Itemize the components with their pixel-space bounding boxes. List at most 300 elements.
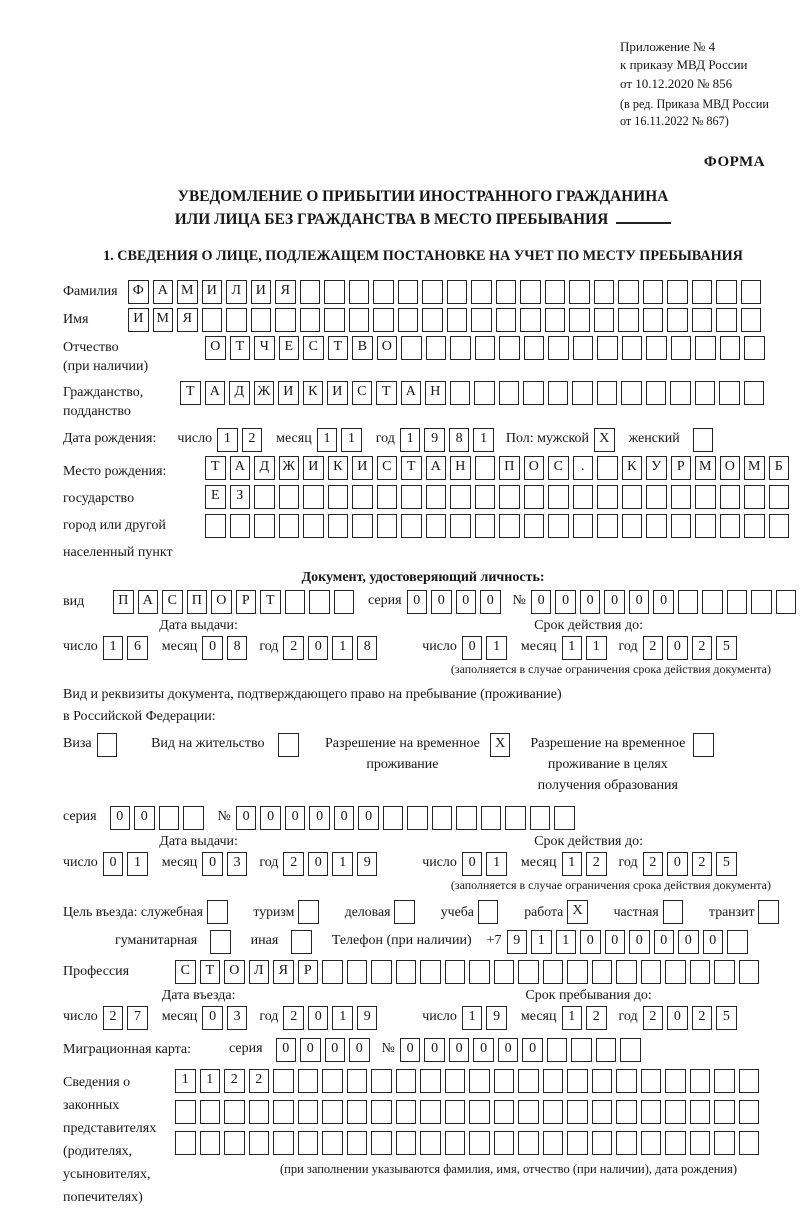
sex-female-checkbox xyxy=(693,428,718,452)
char-cell: Т xyxy=(376,381,397,405)
birth-date-label: Дата рождения: xyxy=(63,430,157,446)
char-cell xyxy=(398,280,419,304)
char-cell: Я xyxy=(275,280,296,304)
char-cell: А xyxy=(153,280,174,304)
char-cell xyxy=(744,485,765,509)
char-cell xyxy=(205,514,226,538)
char-cell xyxy=(594,308,615,332)
char-cell xyxy=(398,308,419,332)
char-cell: 1 xyxy=(562,852,583,876)
temp-residence-item xyxy=(325,733,514,775)
char-cell: 0 xyxy=(358,806,379,830)
char-cell: Л xyxy=(249,960,270,984)
visa-label: Виза xyxy=(63,735,92,751)
residence-doc-line2: в Российской Федерации: xyxy=(63,709,216,725)
char-cell: 0 xyxy=(667,1006,688,1030)
char-cell: П xyxy=(187,590,208,614)
char-cell xyxy=(496,308,517,332)
char-cell xyxy=(230,514,251,538)
permit-series-row xyxy=(63,806,783,830)
representatives-labels xyxy=(63,1069,175,1209)
char-cell: И xyxy=(303,456,324,480)
purpose-business xyxy=(345,900,419,924)
temp-residence-edu-line1: Разрешение на временное xyxy=(530,735,686,751)
birth-place-rows xyxy=(205,456,793,538)
representatives-label-line5: усыновителях, xyxy=(63,1166,151,1182)
char-cell: 1 xyxy=(175,1069,196,1093)
char-cell xyxy=(520,280,541,304)
char-cell xyxy=(396,1131,417,1155)
char-cell xyxy=(643,308,664,332)
char-cell xyxy=(554,806,575,830)
char-cell xyxy=(447,280,468,304)
char-cell: 1 xyxy=(332,852,353,876)
char-cell xyxy=(373,308,394,332)
char-cell: 0 xyxy=(522,1038,543,1062)
char-cell xyxy=(594,280,615,304)
char-cell: 1 xyxy=(317,428,338,452)
char-cell: 1 xyxy=(473,428,494,452)
char-cell xyxy=(394,900,415,924)
surname-row xyxy=(63,280,783,304)
char-cell: 0 xyxy=(473,1038,494,1062)
stay-month-cells xyxy=(562,1006,611,1030)
char-cell xyxy=(401,336,422,360)
char-cell: 2 xyxy=(692,852,713,876)
profession-cells xyxy=(175,960,763,984)
char-cell xyxy=(543,1069,564,1093)
char-cell: 2 xyxy=(643,852,664,876)
char-cell: Я xyxy=(177,308,198,332)
char-cell xyxy=(646,336,667,360)
char-cell xyxy=(741,308,762,332)
char-cell xyxy=(175,1100,196,1124)
char-cell xyxy=(450,381,471,405)
char-cell: Т xyxy=(180,381,201,405)
char-cell xyxy=(646,514,667,538)
char-cell xyxy=(499,336,520,360)
temp-residence-edu-checkbox xyxy=(693,733,718,757)
birth-month-cells xyxy=(317,428,366,452)
purpose-private-label: частная xyxy=(613,903,659,919)
char-cell xyxy=(249,1131,270,1155)
char-cell xyxy=(714,1069,735,1093)
stay-until-head: Срок пребывания до: xyxy=(525,987,652,1003)
char-cell xyxy=(620,1038,641,1062)
doc-kind-row xyxy=(63,590,783,614)
char-cell xyxy=(200,1100,221,1124)
char-cell xyxy=(758,900,779,924)
char-cell xyxy=(692,308,713,332)
char-cell xyxy=(616,960,637,984)
permit-issue-day-cells xyxy=(103,852,152,876)
char-cell: 8 xyxy=(227,636,248,660)
char-cell: 1 xyxy=(562,1006,583,1030)
char-cell: 0 xyxy=(431,590,452,614)
char-cell: 0 xyxy=(202,852,223,876)
month-label: месяц xyxy=(276,430,312,446)
char-cell xyxy=(622,336,643,360)
purpose-humanitarian-label: гуманитарная xyxy=(115,932,198,948)
doc-valid-col xyxy=(394,618,783,660)
char-cell xyxy=(520,308,541,332)
char-cell: П xyxy=(113,590,134,614)
stay-until-line xyxy=(394,1006,783,1030)
char-cell: 0 xyxy=(605,930,626,954)
char-cell xyxy=(505,806,526,830)
day-label: число xyxy=(63,1008,98,1024)
char-cell xyxy=(273,1131,294,1155)
permit-issue-col xyxy=(63,834,394,876)
year-label: год xyxy=(259,1008,279,1024)
char-cell: 5 xyxy=(716,636,737,660)
phone-label: Телефон (при наличии) xyxy=(331,932,472,948)
char-cell: А xyxy=(205,381,226,405)
char-cell xyxy=(769,485,790,509)
char-cell: X xyxy=(567,900,588,924)
char-cell xyxy=(377,514,398,538)
char-cell xyxy=(279,485,300,509)
char-cell xyxy=(571,1038,592,1062)
purpose-transit xyxy=(709,900,783,924)
char-cell: А xyxy=(401,381,422,405)
char-cell xyxy=(273,1069,294,1093)
char-cell: М xyxy=(177,280,198,304)
char-cell: Ж xyxy=(279,456,300,480)
purpose-tourism-checkbox xyxy=(298,900,323,924)
form-title-line2-text: ИЛИ ЛИЦА БЕЗ ГРАЖДАНСТВА В МЕСТО ПРЕБЫВАНИЯ xyxy=(174,211,609,229)
migration-card-label: Миграционная карта: xyxy=(63,1041,192,1057)
representatives-cells-row1 xyxy=(175,1069,763,1093)
char-cell: 2 xyxy=(692,1006,713,1030)
day-label: число xyxy=(177,430,213,446)
char-cell xyxy=(175,1131,196,1155)
char-cell xyxy=(716,308,737,332)
birth-place-label-line3: город или другой xyxy=(63,517,166,533)
char-cell: 0 xyxy=(400,1038,421,1062)
char-cell xyxy=(371,1069,392,1093)
char-cell xyxy=(641,1069,662,1093)
char-cell: Ч xyxy=(254,336,275,360)
char-cell xyxy=(727,590,748,614)
char-cell xyxy=(524,336,545,360)
char-cell xyxy=(278,733,299,757)
char-cell: Р xyxy=(671,456,692,480)
doc-kind-cells xyxy=(113,590,358,614)
char-cell xyxy=(518,1069,539,1093)
char-cell xyxy=(159,806,180,830)
char-cell: 0 xyxy=(703,930,724,954)
char-cell xyxy=(751,590,772,614)
char-cell: Т xyxy=(230,336,251,360)
char-cell xyxy=(445,960,466,984)
char-cell: 8 xyxy=(449,428,470,452)
char-cell: Я xyxy=(273,960,294,984)
char-cell xyxy=(690,1100,711,1124)
doc-valid-line xyxy=(394,636,783,660)
year-label: год xyxy=(259,854,279,870)
char-cell: 8 xyxy=(357,636,378,660)
char-cell: 0 xyxy=(285,806,306,830)
visit-purpose-row xyxy=(63,900,783,924)
char-cell xyxy=(474,381,495,405)
temp-residence-edu-item xyxy=(530,733,717,796)
patronymic-label xyxy=(63,336,205,377)
purpose-official xyxy=(63,900,232,924)
temp-residence-label-line2: проживание xyxy=(366,756,439,772)
day-label: число xyxy=(422,1008,457,1024)
doc-valid-day-cells xyxy=(462,636,511,660)
doc-series-cells xyxy=(407,590,505,614)
char-cell xyxy=(420,960,441,984)
char-cell xyxy=(618,308,639,332)
purpose-official-label: Цель въезда: служебная xyxy=(63,903,204,919)
char-cell: 1 xyxy=(486,852,507,876)
char-cell xyxy=(450,336,471,360)
char-cell: 1 xyxy=(531,930,552,954)
char-cell: X xyxy=(490,733,511,757)
char-cell xyxy=(714,1100,735,1124)
birth-place-group xyxy=(63,456,783,566)
entry-month-cells xyxy=(202,1006,251,1030)
char-cell xyxy=(671,514,692,538)
annex-line: от 10.12.2020 № 856 xyxy=(620,75,733,91)
doc-valid-month-cells xyxy=(562,636,611,660)
char-cell: 0 xyxy=(654,930,675,954)
char-cell: О xyxy=(211,590,232,614)
purpose-private-checkbox xyxy=(663,900,688,924)
sex-male-checkbox xyxy=(594,428,619,452)
char-cell xyxy=(420,1131,441,1155)
char-cell xyxy=(383,806,404,830)
birth-place-labels xyxy=(63,456,205,566)
char-cell xyxy=(665,1069,686,1093)
doc-number-sign: № xyxy=(512,592,526,608)
char-cell xyxy=(496,280,517,304)
char-cell: 0 xyxy=(498,1038,519,1062)
form-title xyxy=(63,185,783,231)
representatives-cells-row2 xyxy=(175,1100,763,1124)
char-cell xyxy=(226,308,247,332)
char-cell xyxy=(494,1131,515,1155)
citizenship-label-line2: подданство xyxy=(63,403,131,419)
char-cell: 2 xyxy=(643,636,664,660)
annex-note-line: (в ред. Приказа МВД России xyxy=(620,97,769,112)
char-cell: 0 xyxy=(308,636,329,660)
char-cell xyxy=(597,514,618,538)
purpose-business-checkbox xyxy=(394,900,419,924)
char-cell xyxy=(273,1100,294,1124)
char-cell: Т xyxy=(200,960,221,984)
char-cell: К xyxy=(328,456,349,480)
char-cell xyxy=(543,1100,564,1124)
char-cell: 3 xyxy=(227,852,248,876)
char-cell xyxy=(719,381,740,405)
given-name-cells xyxy=(128,308,765,332)
doc-dates xyxy=(63,618,783,660)
temp-residence-edu-line2: проживание в целях xyxy=(547,756,668,772)
char-cell xyxy=(224,1131,245,1155)
char-cell xyxy=(744,336,765,360)
char-cell: М xyxy=(153,308,174,332)
doc-valid-year-cells xyxy=(643,636,741,660)
char-cell xyxy=(695,336,716,360)
char-cell xyxy=(97,733,118,757)
char-cell: 0 xyxy=(480,590,501,614)
char-cell: 9 xyxy=(357,1006,378,1030)
char-cell xyxy=(450,514,471,538)
char-cell: 0 xyxy=(334,806,355,830)
day-label: число xyxy=(63,854,98,870)
identity-doc-heading: Документ, удостоверяющий личность: xyxy=(301,569,545,585)
birth-place-cells-row1 xyxy=(205,456,793,480)
char-cell xyxy=(426,485,447,509)
char-cell: 0 xyxy=(236,806,257,830)
char-cell: А xyxy=(138,590,159,614)
char-cell: 2 xyxy=(224,1069,245,1093)
permit-valid-head: Срок действия до: xyxy=(534,833,644,849)
citizenship-label xyxy=(63,381,180,422)
representatives-note: (при заполнении указываются фамилия, имя, отчество (при наличии), дата рождения) xyxy=(280,1161,738,1176)
char-cell xyxy=(622,514,643,538)
visa-item xyxy=(63,733,121,757)
representatives-label-line6: попечителях) xyxy=(63,1189,143,1205)
char-cell: 1 xyxy=(127,852,148,876)
char-cell: 0 xyxy=(629,930,650,954)
char-cell xyxy=(279,514,300,538)
char-cell xyxy=(678,590,699,614)
char-cell xyxy=(592,960,613,984)
annex-amendment-note xyxy=(620,96,783,130)
annex-note-line: от 16.11.2022 № 867) xyxy=(620,114,729,129)
char-cell xyxy=(741,280,762,304)
stay-year-cells xyxy=(643,1006,741,1030)
char-cell xyxy=(349,308,370,332)
char-cell xyxy=(548,381,569,405)
char-cell xyxy=(481,806,502,830)
char-cell xyxy=(641,1100,662,1124)
permit-valid-line xyxy=(394,852,783,876)
char-cell: С xyxy=(377,456,398,480)
char-cell: 0 xyxy=(103,852,124,876)
char-cell xyxy=(494,1100,515,1124)
char-cell: О xyxy=(720,456,741,480)
profession-row xyxy=(63,960,783,984)
char-cell xyxy=(671,485,692,509)
purpose-study xyxy=(441,900,503,924)
char-cell: И xyxy=(202,280,223,304)
char-cell xyxy=(621,381,642,405)
char-cell xyxy=(702,590,723,614)
char-cell xyxy=(334,590,355,614)
char-cell xyxy=(426,514,447,538)
char-cell xyxy=(646,381,667,405)
char-cell: И xyxy=(352,456,373,480)
char-cell xyxy=(597,456,618,480)
citizenship-label-line1: Гражданство, xyxy=(63,385,144,401)
purpose-study-checkbox xyxy=(478,900,503,924)
entry-date-line xyxy=(63,1006,394,1030)
char-cell xyxy=(622,485,643,509)
char-cell xyxy=(739,960,760,984)
char-cell: 0 xyxy=(260,806,281,830)
char-cell: 7 xyxy=(127,1006,148,1030)
char-cell: 1 xyxy=(400,428,421,452)
char-cell xyxy=(665,1131,686,1155)
char-cell xyxy=(518,1131,539,1155)
char-cell: 0 xyxy=(456,590,477,614)
entry-date-head: Дата въезда: xyxy=(161,987,236,1003)
residence-permit-checkbox xyxy=(278,733,303,757)
purpose-work-label: работа xyxy=(524,903,564,919)
sex-male-label: Пол: мужской xyxy=(505,430,590,446)
char-cell: 2 xyxy=(692,636,713,660)
char-cell xyxy=(432,806,453,830)
char-cell xyxy=(322,1069,343,1093)
char-cell xyxy=(716,280,737,304)
birth-place-cells-row3 xyxy=(205,514,793,538)
permit-validity-note: (заполняется в случае ограничения срока действия документа) xyxy=(450,877,771,892)
purpose-transit-checkbox xyxy=(758,900,783,924)
char-cell xyxy=(690,1069,711,1093)
temp-residence-edu-label xyxy=(530,733,685,796)
char-cell: М xyxy=(695,456,716,480)
section1-heading: 1. СВЕДЕНИЯ О ЛИЦЕ, ПОДЛЕЖАЩЕМ ПОСТАНОВКЕ НА УЧЕТ ПО МЕСТУ ПРЕБЫВАНИЯ xyxy=(103,248,743,265)
char-cell xyxy=(426,336,447,360)
char-cell: 0 xyxy=(555,590,576,614)
representatives-label-line2: законных xyxy=(63,1097,120,1113)
char-cell xyxy=(518,1100,539,1124)
char-cell: 0 xyxy=(407,590,428,614)
purpose-study-label: учеба xyxy=(440,903,474,919)
char-cell: А xyxy=(426,456,447,480)
char-cell xyxy=(592,1069,613,1093)
char-cell xyxy=(254,514,275,538)
char-cell: О xyxy=(377,336,398,360)
char-cell xyxy=(573,336,594,360)
char-cell xyxy=(744,381,765,405)
char-cell xyxy=(618,280,639,304)
doc-issue-month-cells xyxy=(202,636,251,660)
char-cell: С xyxy=(352,381,373,405)
char-cell xyxy=(671,336,692,360)
char-cell xyxy=(324,280,345,304)
permit-valid-col xyxy=(394,834,783,876)
char-cell: И xyxy=(251,280,272,304)
char-cell xyxy=(494,1069,515,1093)
char-cell xyxy=(744,514,765,538)
char-cell: 1 xyxy=(217,428,238,452)
char-cell xyxy=(524,485,545,509)
surname-label: Фамилия xyxy=(63,284,118,300)
purpose-other-checkbox xyxy=(291,930,316,954)
char-cell xyxy=(210,930,231,954)
char-cell xyxy=(690,960,711,984)
char-cell xyxy=(447,308,468,332)
birth-place-label-line4: населенный пункт xyxy=(63,544,173,560)
char-cell: Б xyxy=(769,456,790,480)
char-cell xyxy=(207,900,228,924)
char-cell xyxy=(693,428,714,452)
char-cell xyxy=(445,1100,466,1124)
doc-issue-head: Дата выдачи: xyxy=(159,617,238,633)
birth-place-label-line2: государство xyxy=(63,490,135,506)
char-cell xyxy=(543,960,564,984)
char-cell: 9 xyxy=(424,428,445,452)
char-cell xyxy=(739,1069,760,1093)
char-cell: 2 xyxy=(103,1006,124,1030)
migration-number-cells xyxy=(400,1038,645,1062)
